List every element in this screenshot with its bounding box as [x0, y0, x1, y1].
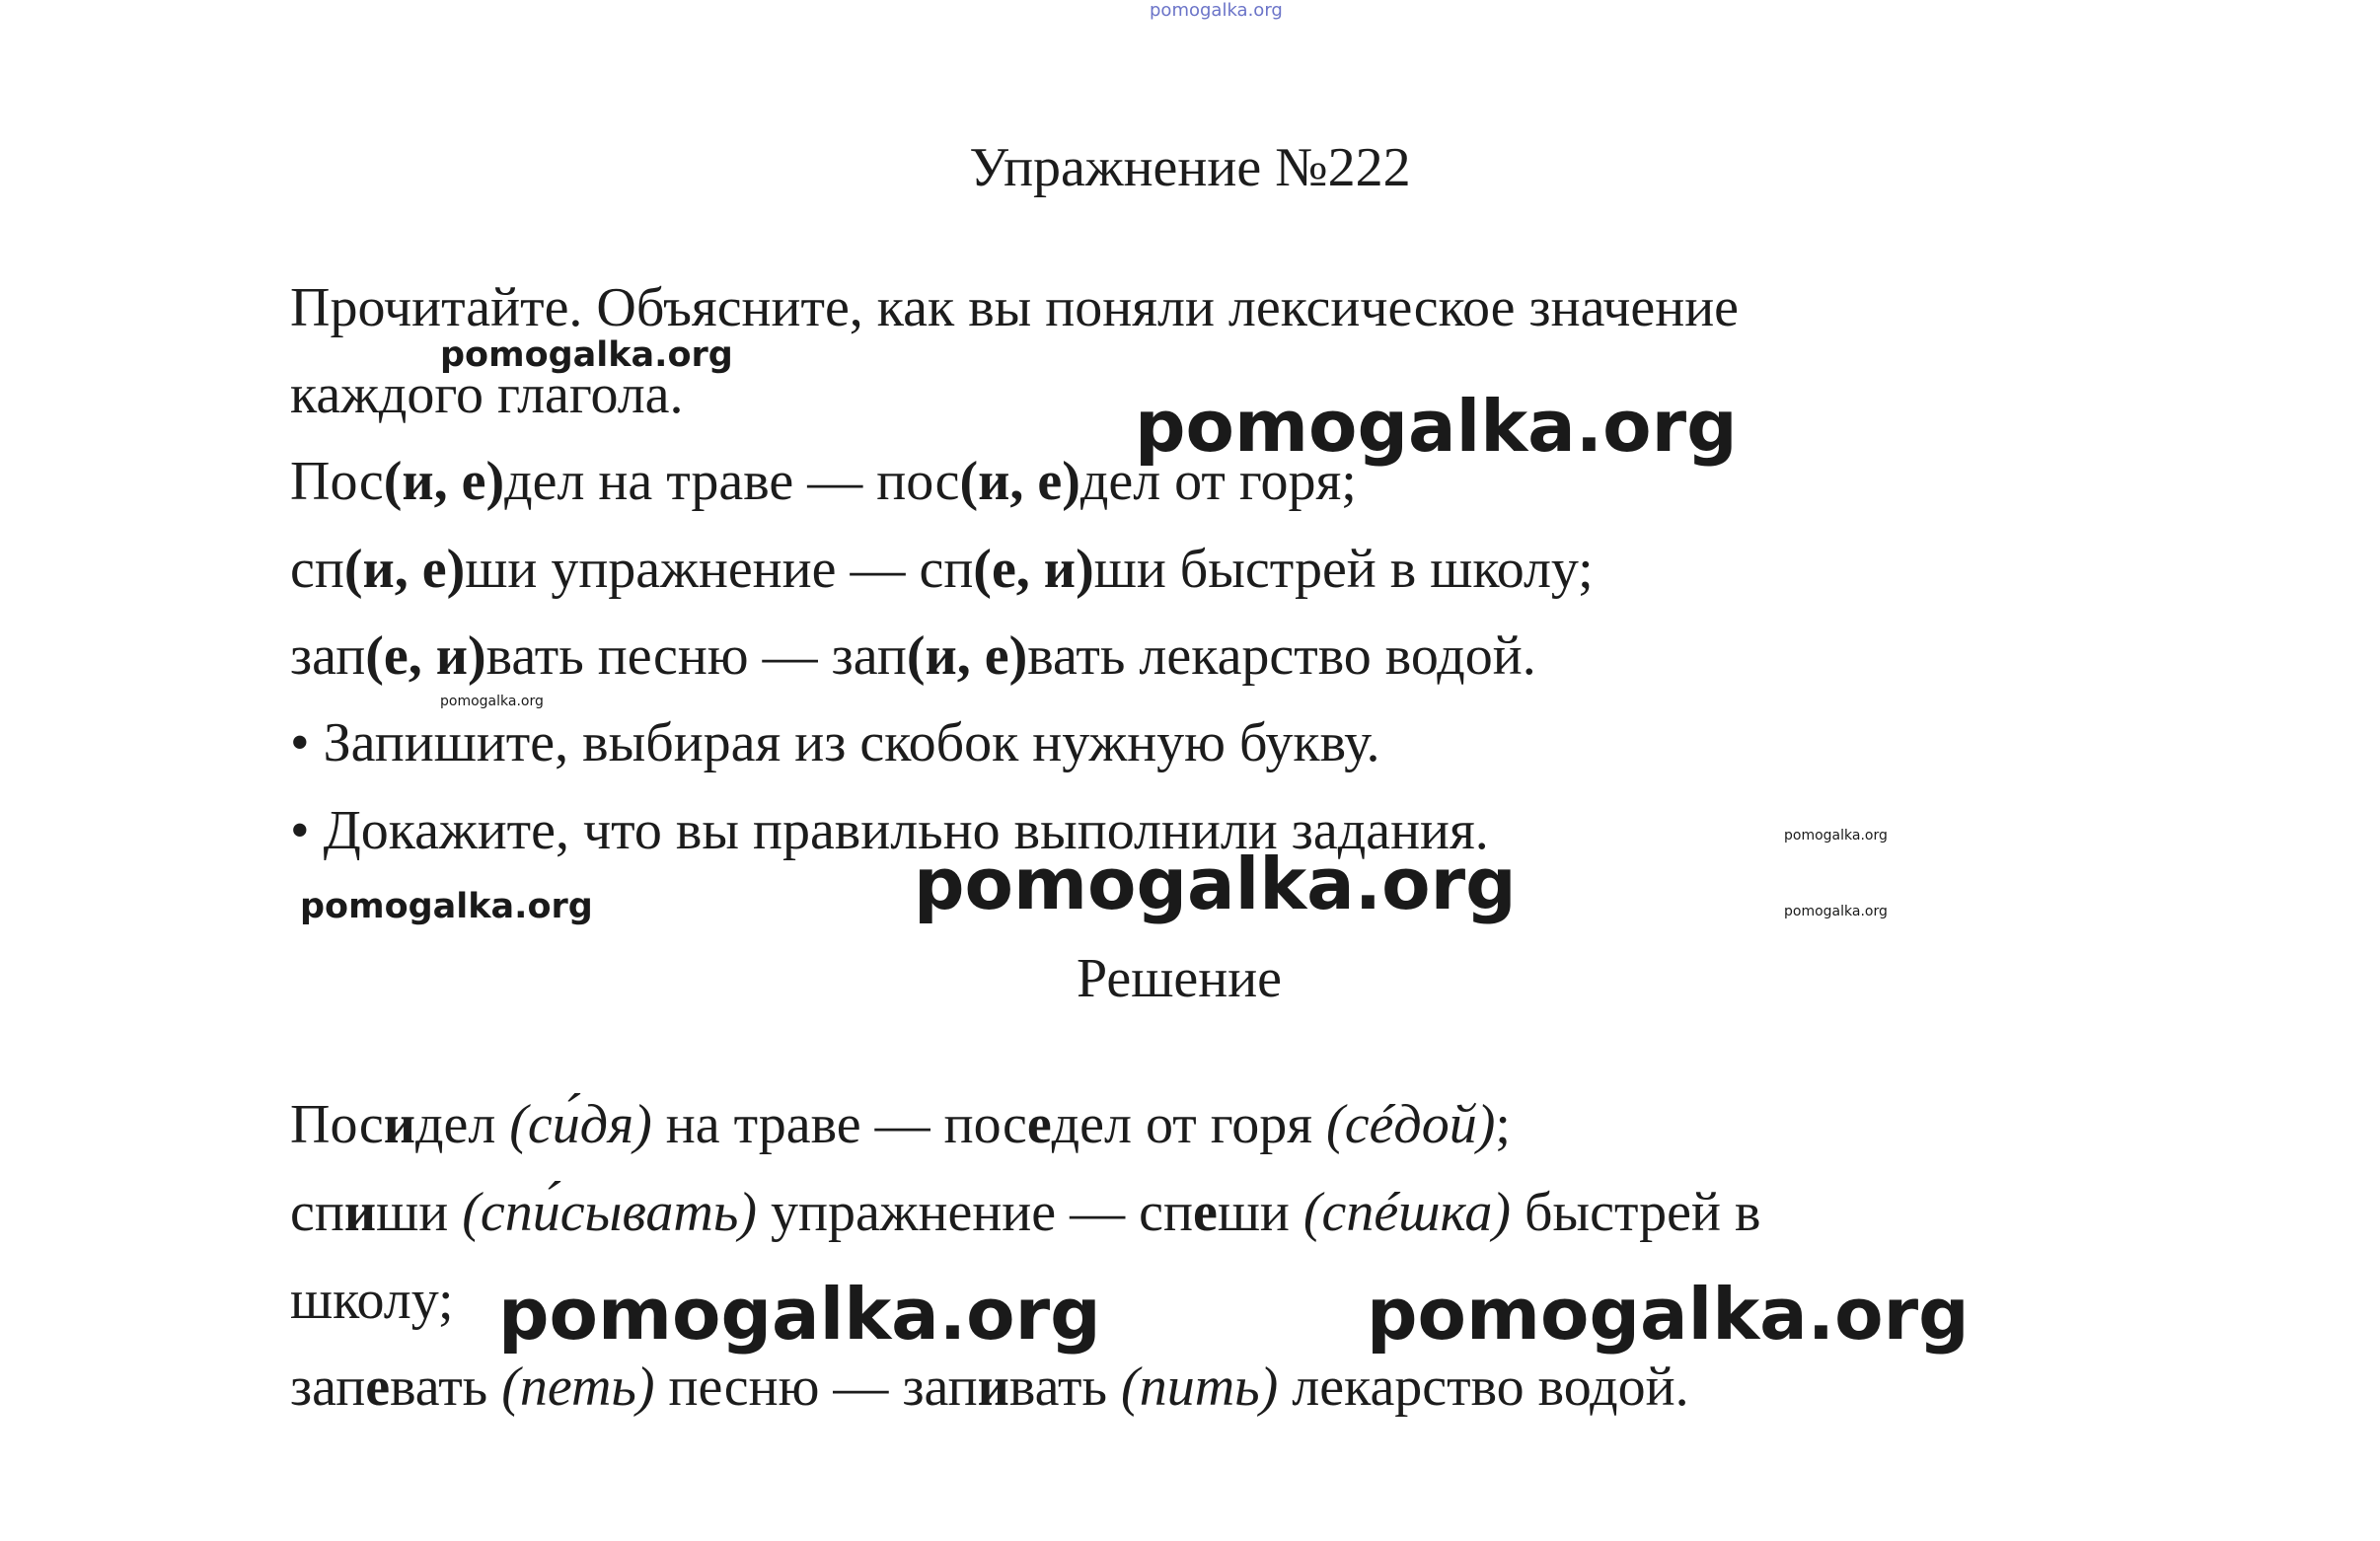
solution-line-3: школу;: [290, 1270, 454, 1331]
solution-line-2: спиши (спи́сывать) упражнение — спеши (спéшка) быстрей в: [290, 1182, 1761, 1243]
exercise-title: Упражнение №222: [969, 137, 1411, 198]
task-pair-2: сп(и, е)ши упражнение — сп(е, и)ши быстрей в школу;: [290, 539, 1594, 600]
task-bullet-2: • Докажите, что вы правильно выполнили задания.: [290, 800, 1489, 861]
solution-line-1: Посидел (си́дя) на траве — поседел от горя (сéдой);: [290, 1094, 1511, 1155]
watermark-top: pomogalka.org: [1150, 0, 1283, 21]
task-text-line-1: Прочитайте. Объясните, как вы поняли лексическое значение: [290, 277, 1740, 338]
task-bullet-1: • Запишите, выбирая из скобок нужную букву.: [290, 712, 1380, 773]
watermark: pomogalka.org: [440, 335, 733, 375]
task-pair-3: зап(е, и)вать песню — зап(и, е)вать лекарство водой.: [290, 625, 1536, 687]
watermark: pomogalka.org: [1367, 1273, 1970, 1356]
solution-title: Решение: [1076, 948, 1283, 1009]
task-pair-1: Пос(и, е)дел на траве — пос(и, е)дел от горя;: [290, 451, 1357, 512]
watermark: pomogalka.org: [440, 694, 544, 709]
watermark: pomogalka.org: [498, 1273, 1101, 1356]
watermark: pomogalka.org: [300, 887, 593, 926]
solution-line-4: запевать (петь) песню — запивать (пить) лекарство водой.: [290, 1357, 1689, 1418]
watermark: pomogalka.org: [914, 843, 1517, 925]
watermark: pomogalka.org: [1135, 385, 1738, 468]
watermark: pomogalka.org: [1784, 828, 1888, 844]
watermark: pomogalka.org: [1784, 904, 1888, 919]
task-text-line-2: каждого глагола.: [290, 364, 684, 425]
